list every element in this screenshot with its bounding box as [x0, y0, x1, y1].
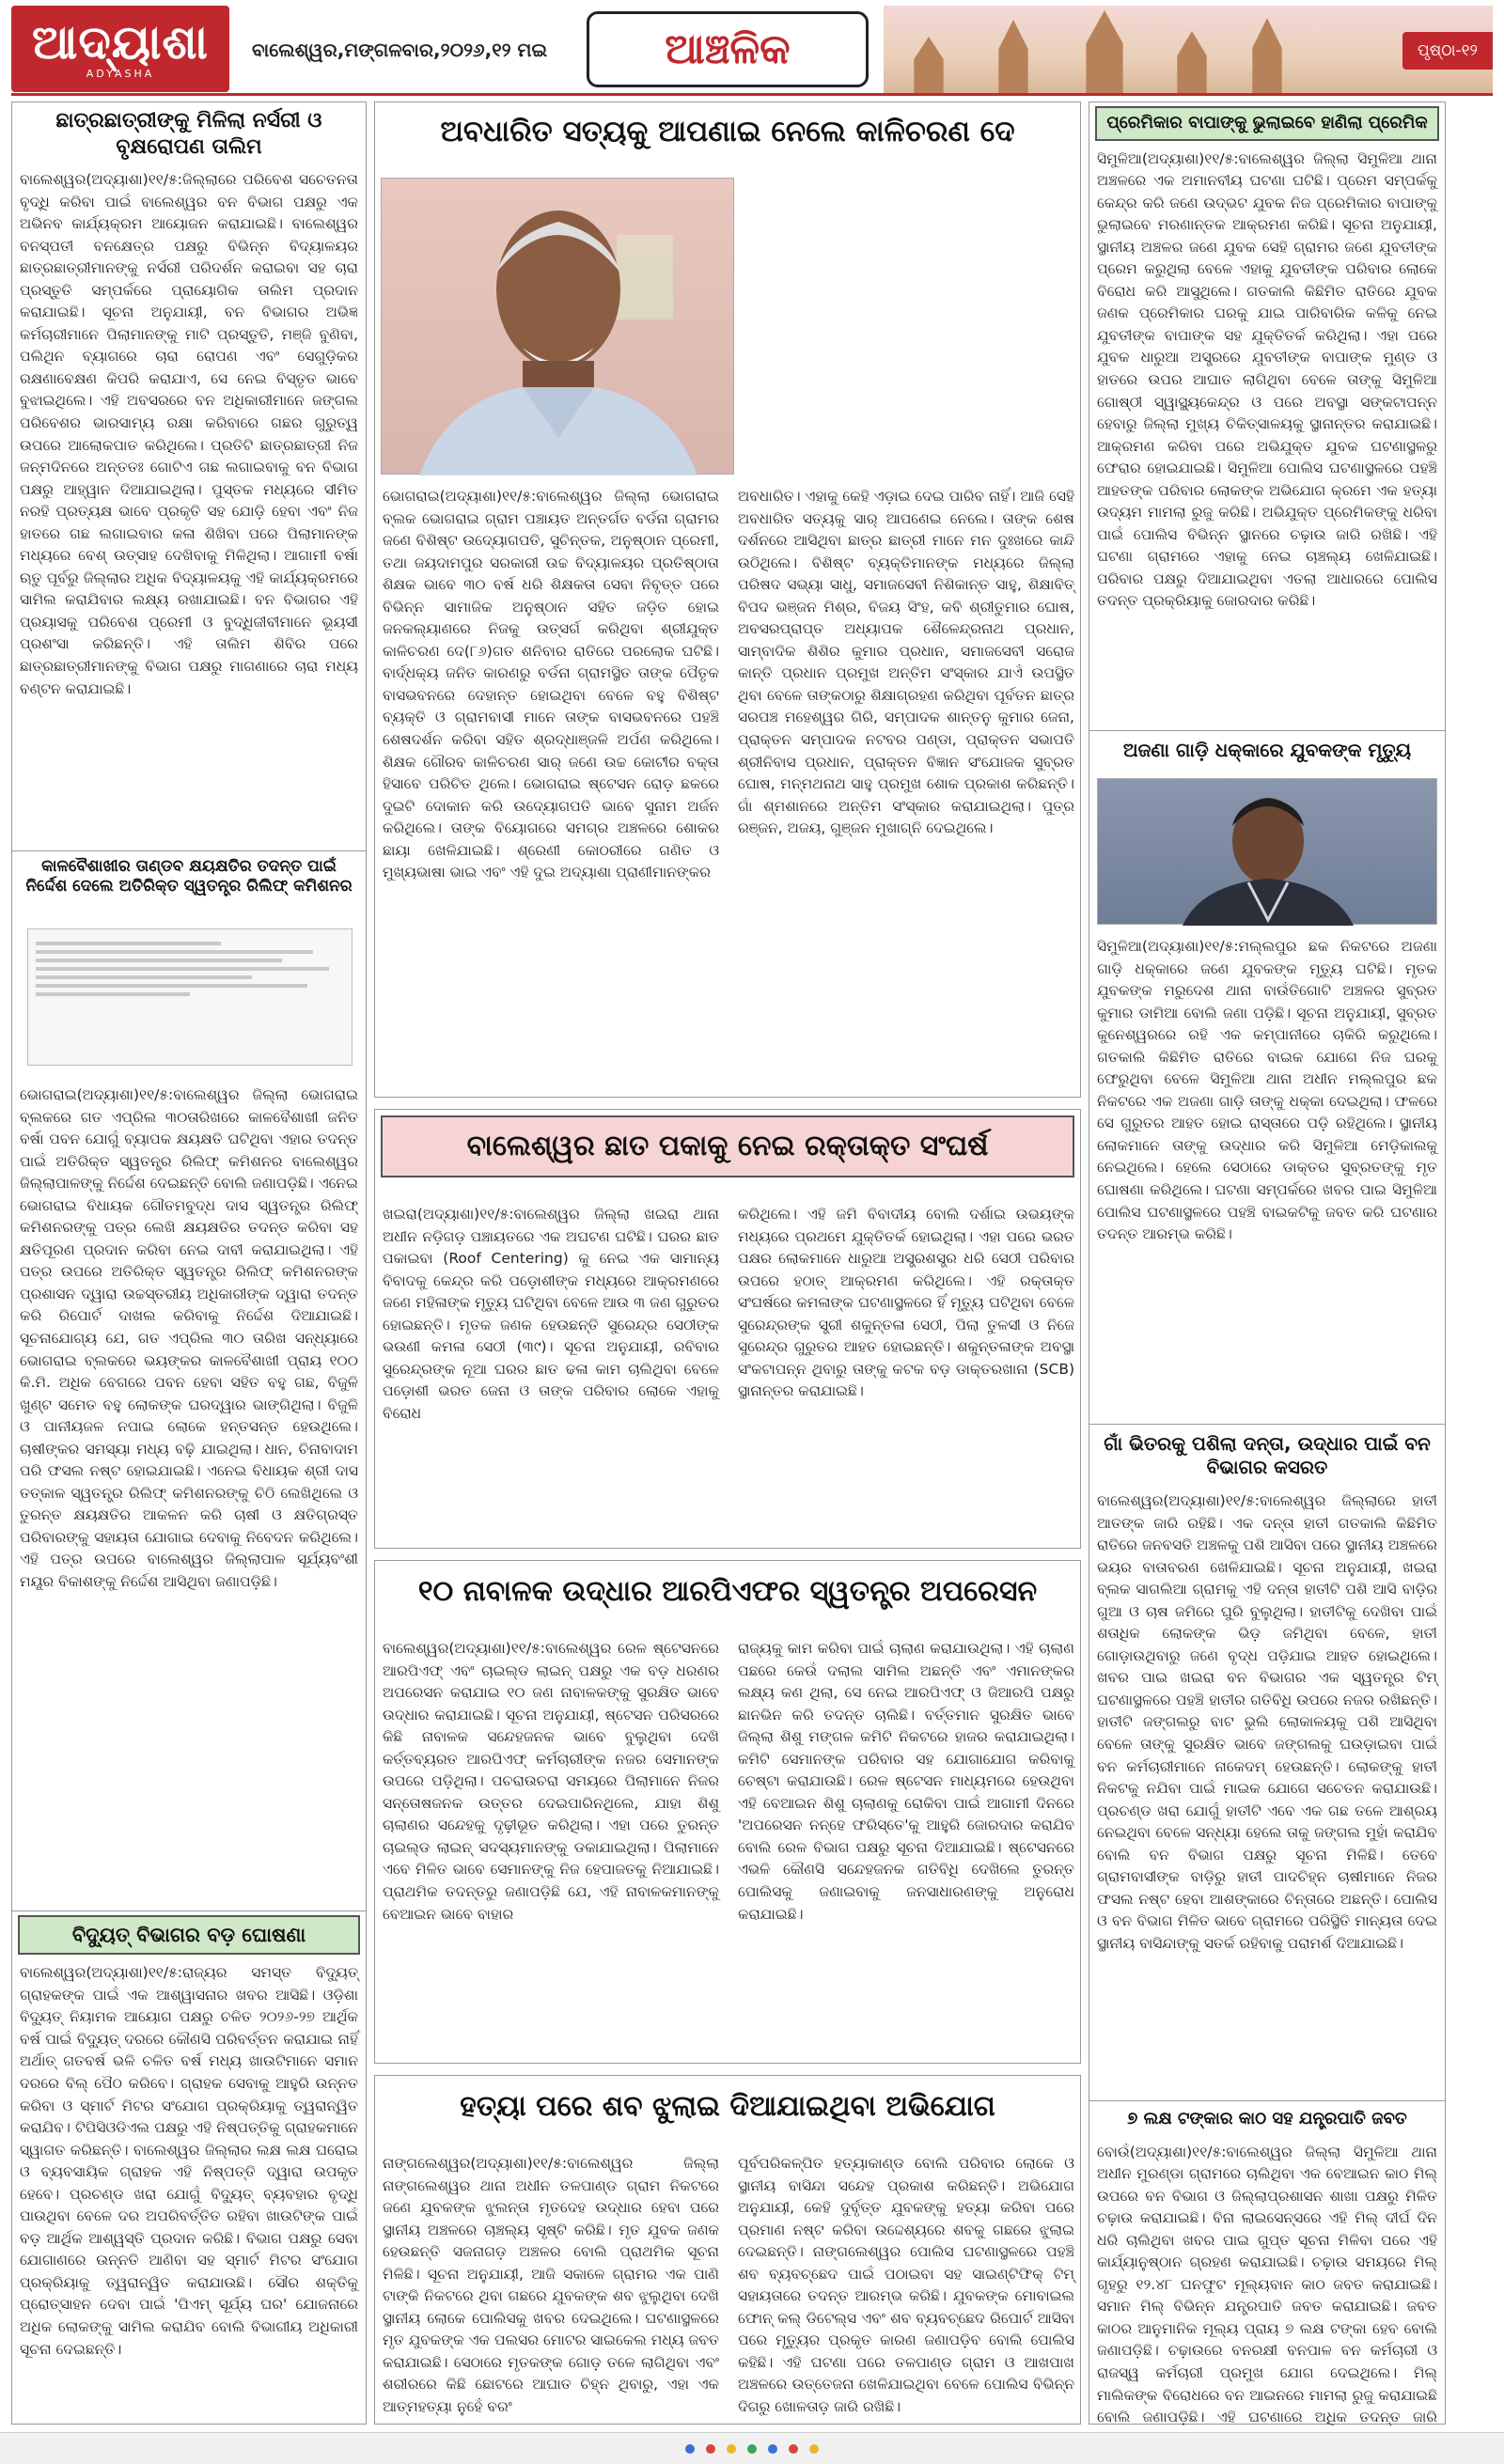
- color-dot-icon: [685, 2444, 695, 2454]
- color-dot-icon: [727, 2444, 736, 2454]
- story-road-accident: [1089, 730, 1445, 1416]
- story-body-col1: ବାଲେଶ୍ୱର(ଅଦ୍ୟାଶା)୧୧/୫:ବାଲେଶ୍ୱର ରେଳ ଷ୍ଟେସନରେ ଆରପିଏଫ୍ ଏବଂ ଚାଇଲ୍ଡ ଲାଇନ୍ ପକ୍ଷରୁ ଏକ ବଡ଼ ଧରଣର ଅପରେସନ କରାଯାଇ ୧୦ ଜଣ ନାବାଳକଙ୍କୁ ସୁରକ୍ଷିତ ଭାବେ ଉଦ୍ଧାର କରାଯାଇଛି। ସୂଚନା ଅନୁଯାୟୀ, ଷ୍ଟେସନ ପରିସରରେ କିଛି ନାବାଳକ ସନ୍ଦେହଜନକ ଭାବେ ବୁଲୁଥିବା ଦେଖି କର୍ତ୍ତବ୍ୟରତ ଆରପିଏଫ୍ କର୍ମଚାରୀଙ୍କ ନଜର ସେମାନଙ୍କ ଉପରେ ପଡ଼ିଥିଲା। ପଚରାଉଚରା ସମୟରେ ପିଲାମାନେ ନିଜର ସନ୍ତୋଷଜନକ ଉତ୍ତର ଦେଇପାରିନଥିଲେ, ଯାହା ଶିଶୁ ଚାଲାଣର ସନ୍ଦେହକୁ ଦୃଢ଼ୀଭୂତ କରିଥିଲା। ଏହା ପରେ ତୁରନ୍ତ ଚାଇଲ୍ଡ ଲାଇନ୍ ସଦସ୍ୟମାନଙ୍କୁ ଡକାଯାଇଥିଲା। ପିଲାମାନେ ଏବେ ମିଳିତ ଭାବେ ସେମାନଙ୍କୁ ନିଜ ହେପାଜତକୁ ନିଆଯାଇଛି। ପ୍ରାଥମିକ ତଦନ୍ତରୁ ଜଣାପଡ଼ିଛି ଯେ, ଏହି ନାବାଳକମାନଙ୍କୁ ବେଆଇନ ଭାବେ ବାହାର: [383, 1640, 719, 1923]
- story-body-col1: ଭୋଗରାଇ(ଅଦ୍ୟାଶା)୧୧/୫:ବାଲେଶ୍ୱର ଜିଲ୍ଲା ଭୋଗରାଇ ବ୍ଲକ ଭୋଗରାଇ ଗ୍ରାମ ପଞ୍ଚାୟତ ଅନ୍ତର୍ଗତ ବର୍ଡନା ଗ୍ରାମର ଜଣେ ବିଶିଷ୍ଟ ଉଦ୍ୟୋଗପତି, ସୁଚିନ୍ତକ, ଅନୁଷ୍ଠାନ ପ୍ରେମୀ, ତଥା ଜୟଦାମପୁର ସରକାରୀ ଉଚ୍ଚ ବିଦ୍ୟାଳୟର ପ୍ରତିଷ୍ଠାତା ଶିକ୍ଷକ ଭାବେ ୩୦ ବର୍ଷ ଧରି ଶିକ୍ଷକତା ସେବା ନିବୃତ୍ତ ପରେ ବିଭିନ୍ନ ସାମାଜିକ ଅନୁଷ୍ଠାନ ସହିତ ଜଡ଼ିତ ହୋଇ ଜନକଲ୍ୟାଣରେ ନିଜକୁ ଉତ୍ସର୍ଗ କରିଥିବା ଶ୍ରୀଯୁକ୍ତ କାଳିଚରଣ ଦେ(୮୬)ଗତ ଶନିବାର ରାତିରେ ପରଲୋକ ଘଟିଛି। ବାର୍ଦ୍ଧକ୍ୟ ଜନିତ କାରଣରୁ ବର୍ଡନା ଗ୍ରାମସ୍ଥିତ ତାଙ୍କ ପୈତୃକ ବାସଭବନରେ ଦେହାନ୍ତ ହୋଇଥିବା ବେଳେ ବହୁ ବିଶିଷ୍ଟ ବ୍ୟକ୍ତି ଓ ଗ୍ରାମବାସୀ ମାନେ ତାଙ୍କ ବାସଭବନରେ ପହଞ୍ଚି ଶେଷଦର୍ଶନ କରିବା ସହିତ ଶ୍ରଦ୍ଧାଞ୍ଜଳି ଅର୍ପଣ କରିଥିଲେ। ଶିକ୍ଷକ ଗୌରବ କାଳିଚରଣ ସାର୍ ଜଣେ ଉଚ୍ଚ କୋଟୀର ବକ୍ତା ହିସାବେ ପରିଚିତ ଥିଲେ। ଭୋଗରାଇ ଷ୍ଟେସନ ରୋଡ଼ ଛକରେ ଦୁଇଟି ଦୋକାନ କରି ଉଦ୍ୟୋଗପତି ଭାବେ ସୁନାମ ଅର୍ଜନ କରିଥିଲେ। ତାଙ୍କ ବିୟୋଗରେ ସମଗ୍ର ଅଞ୍ଚଳରେ ଶୋକର ଛାୟା ଖେଳିଯାଇଛି। ଶ୍ରେଣୀ କୋଠରୀରେ ଗଣିତ ଓ ମୁଖ୍ୟଭାଷା ଭାଇ ଏବଂ ଏହି ଦୁଇ ଅଦ୍ୟାଶା ପ୍ରାଣୀମାନଙ୍କର: [383, 488, 719, 881]
- victim-photo: [1097, 778, 1437, 925]
- story-headline: କାଳବୈଶାଖୀର ତାଣ୍ଡବ କ୍ଷୟକ୍ଷତିର ତଦନ୍ତ ପାଇଁ ନିର୍ଦ୍ଦେଶ ଦେଲେ ଅତିରିକ୍ତ ସ୍ୱତନ୍ତ୍ର ରିଲିଫ୍ କମିଶନର: [25, 857, 352, 897]
- left-column: [11, 101, 367, 2425]
- story-headline: ବିଦ୍ୟୁତ୍ ବିଭାଗର ବଡ଼ ଘୋଷଣା: [18, 1915, 360, 1955]
- story-headline: ଛାତ୍ରଛାତ୍ରୀଙ୍କୁ ମିଳିଲା ନର୍ସରୀ ଓ ବୃକ୍ଷରୋପଣ ତାଲିମ: [55, 109, 322, 159]
- logo-subtitle: ADYASHA: [86, 67, 155, 80]
- right-column: [1089, 101, 1446, 2425]
- story-headline: ୧୦ ନାବାଳକ ଉଦ୍ଧାର ଆରପିଏଫର ସ୍ୱତନ୍ତ୍ର ଅପରେସନ: [417, 1575, 1038, 1608]
- story-body-col2: କରିଥିଲେ। ଏହି ଜମି ବିବାଦୀୟ ବୋଲି ଦର୍ଶାଇ ଉଭୟଙ୍କ ମଧ୍ୟରେ ପ୍ରଥମେ ଯୁକ୍ତିତର୍କ ହୋଇଥିଲା। ଏହା ପରେ ଭରତ ପକ୍ଷର ଲୋକମାନେ ଧାରୁଆ ଅସ୍ତ୍ରଶସ୍ତ୍ର ଧରି ସେଠୀ ପରିବାର ଉପରେ ହଠାତ୍ ଆକ୍ରମଣ କରିଥିଲେ। ଏହି ରକ୍ତାକ୍ତ ସଂଘର୍ଷରେ କମଳାଙ୍କ ଘଟଣାସ୍ଥଳରେ ହିଁ ମୃତ୍ୟୁ ଘଟିଥିବା ବେଳେ ସୁରେନ୍ଦ୍ରଙ୍କ ସ୍ତ୍ରୀ ଶକୁନ୍ତଳା ସେଠୀ, ପିଲା ତୁଳସୀ ଓ ନିଜେ ସୁରେନ୍ଦ୍ର ଗୁରୁତର ଆହତ ହୋଇଛନ୍ତି। ଶକୁନ୍ତଳାଙ୍କ ଅବସ୍ଥା ସଂକଟାପନ୍ନ ଥିବାରୁ ତାଙ୍କୁ କଟକ ବଡ଼ ଡାକ୍ତରଖାନା (SCB) ସ୍ଥାନାନ୍ତର କରାଯାଇଛି।: [738, 1206, 1074, 1400]
- story-body: ବାଲେଶ୍ୱର(ଅଦ୍ୟାଶା)୧୧/୫:ଜିଲ୍ଲାରେ ପରିବେଶ ସଚେତନତା ବୃଦ୍ଧି କରିବା ପାଇଁ ବାଲେଶ୍ୱର ବନ ବିଭାଗ ପକ୍ଷରୁ ଏକ ଅଭିନବ କାର୍ଯ୍ୟକ୍ରମ ଆୟୋଜନ କରାଯାଇଛି। ବାଲେଶ୍ୱର ବନସ୍ପତୀ ବନକ୍ଷେତ୍ର ପକ୍ଷରୁ ବିଭିନ୍ନ ବିଦ୍ୟାଳୟର ଛାତ୍ରଛାତ୍ରୀମାନଙ୍କୁ ନର୍ସରୀ ପରିଦର୍ଶନ କରାଇବା ସହ ଚାରା ପ୍ରସ୍ତୁତି ସମ୍ପର୍କରେ ପ୍ରାୟୋଗିକ ତାଲିମ ପ୍ରଦାନ କରାଯାଇଛି। ସୂଚନା ଅନୁଯାୟୀ, ବନ ବିଭାଗର ଅଭିଜ୍ଞ କର୍ମଚାରୀମାନେ ପିଲାମାନଙ୍କୁ ମାଟି ପ୍ରସ୍ତୁତି, ମଞ୍ଜି ବୁଣିବା, ପଲିଥିନ ବ୍ୟାଗରେ ଚାରା ରୋପଣ ଏବଂ ସେଗୁଡ଼ିକର ରକ୍ଷଣାବେକ୍ଷଣ କିପରି କରାଯାଏ, ସେ ନେଇ ବିସ୍ତୃତ ଭାବେ ବୁଝାଇଥିଲେ। ଏହି ଅବସରରେ ବନ ଅଧିକାରୀମାନେ ଜଙ୍ଗଲ ପରିବେଶର ଭାରସାମ୍ୟ ରକ୍ଷା କରିବାରେ ଗଛର ଗୁରୁତ୍ୱ ଉପରେ ଆଲୋକପାତ କରିଥିଲେ। ପ୍ରତିଟି ଛାତ୍ରଛାତ୍ରୀ ନିଜ ଜନ୍ମଦିନରେ ଅନ୍ତତଃ ଗୋଟିଏ ଗଛ ଲଗାଇବାକୁ ବନ ବିଭାଗ ପକ୍ଷରୁ ଆହ୍ୱାନ ଦିଆଯାଇଥିଲା। ପୁସ୍ତକ ମଧ୍ୟରେ ସୀମିତ ନରହି ପ୍ରତ୍ୟକ୍ଷ ଭାବେ ପ୍ରକୃତି ସହ ଯୋଡ଼ି ହେବା ଏବଂ ନିଜ ହାତରେ ଗଛ ଲଗାଇବାର କଳା ଶିଖିବା ପରେ ପିଲାମାନଙ୍କ ମଧ୍ୟରେ ବେଶ୍ ଉତ୍ସାହ ଦେଖିବାକୁ ମିଳିଥିଲା। ଆଗାମୀ ବର୍ଷା ଋତୁ ପୂର୍ବରୁ ଜିଲ୍ଲାର ଅଧିକ ବିଦ୍ୟାଳୟକୁ ଏହି କାର୍ଯ୍ୟକ୍ରମରେ ସାମିଲ କରାଯିବାର ଲକ୍ଷ୍ୟ ରଖାଯାଇଛି। ବନ ବିଭାଗର ଏହି ପ୍ରୟାସକୁ ପରିବେଶ ପ୍ରେମୀ ଓ ବୁଦ୍ଧିଜୀବୀମାନେ ଭୂୟସୀ ପ୍ରଶଂସା କରିଛନ୍ତି। ଏହି ତାଲିମ ଶିବିର ପରେ ଛାତ୍ରଛାତ୍ରୀମାନଙ୍କୁ ବିଭାଗ ପକ୍ଷରୁ ମାଗଣାରେ ଚାରା ମଧ୍ୟ ବଣ୍ଟନ କରାଯାଇଛି।: [20, 171, 358, 697]
- color-dot-icon: [706, 2444, 715, 2454]
- masthead: [11, 6, 1493, 96]
- young-man-portrait: [1098, 779, 1438, 926]
- story-timber-seizure: [1089, 2100, 1445, 2424]
- temple-icon: [902, 37, 955, 93]
- newspaper-logo: [11, 6, 229, 92]
- story-body-col2: ରାଜ୍ୟକୁ କାମ କରିବା ପାଇଁ ଚାଲାଣ କରାଯାଉଥିଲା। ଏହି ଚାଲାଣ ପଛରେ କେଉଁ ଦଲାଲ ସାମିଲ ଅଛନ୍ତି ଏବଂ ଏମାନଙ୍କର ଲକ୍ଷ୍ୟ କଣ ଥିଲା, ସେ ନେଇ ଆରପିଏଫ୍ ଓ ଜିଆରପି ପକ୍ଷରୁ ଛାନଭିନ କରି ତଦନ୍ତ ଚାଲିଛି। ବର୍ତ୍ତମାନ ସୁରକ୍ଷିତ ଭାବେ ଜିଲ୍ଲା ଶିଶୁ ମଙ୍ଗଳ କମିଟି ନିକଟରେ ହାଜର କରାଯାଇଥିଲା। କମିଟି ସେମାନଙ୍କ ପରିବାର ସହ ଯୋଗାଯୋଗ କରିବାକୁ ଚେଷ୍ଟା କରାଯାଉଛି। ରେଳ ଷ୍ଟେସନ ମାଧ୍ୟମରେ ହେଉଥିବା ଏହି ବେଆଇନ ଶିଶୁ ଚାଲାଣକୁ ରୋକିବା ପାଇଁ ଆଗାମୀ ଦିନରେ 'ଅପରେସନ ନନ୍ହେ ଫରିସ୍ତେ'କୁ ଆହୁରି ଜୋରଦାର କରାଯିବ ବୋଲି ରେଳ ବିଭାଗ ପକ୍ଷରୁ ସୂଚନା ଦିଆଯାଇଛି। ଷ୍ଟେସନରେ ଏଭଳି କୌଣସି ସନ୍ଦେହଜନକ ଗତିବିଧି ଦେଖିଲେ ତୁରନ୍ତ ପୋଲିସକୁ ଜଣାଇବାକୁ ଜନସାଧାରଣଙ୍କୁ ଅନୁରୋଧ କରାଯାଇଛି।: [738, 1640, 1074, 1923]
- story-body: ଭୋଗରାଇ(ଅଦ୍ୟାଶା)୧୧/୫:ବାଲେଶ୍ୱର ଜିଲ୍ଲା ଭୋଗରାଇ ବ୍ଲକରେ ଗତ ଏପ୍ରିଲ ୩୦ତାରିଖରେ କାଳବୈଶାଖୀ ଜନିତ ବର୍ଷା ପବନ ଯୋଗୁଁ ବ୍ୟାପକ କ୍ଷୟକ୍ଷତି ଘଟିଥିବା ଏହାର ତଦନ୍ତ ପାଇଁ ଅତିରିକ୍ତ ସ୍ୱତନ୍ତ୍ର ରିଲିଫ୍ କମିଶନର ବାଲେଶ୍ୱର ଜିଲ୍ଲାପାଳଙ୍କୁ ନିର୍ଦ୍ଦେଶ ଦେଇଛନ୍ତି ବୋଲି ଜଣାପଡ଼ିଛି। ଏନେଇ ଭୋଗରାଇ ବିଧାୟକ ଗୌତମବୁଦ୍ଧ ଦାସ ସ୍ୱତନ୍ତ୍ର ରିଲିଫ୍ କମିଶନରଙ୍କୁ ପତ୍ର ଲେଖି କ୍ଷୟକ୍ଷତିର ତଦନ୍ତ କରିବା ସହ କ୍ଷତିପୂରଣ ପ୍ରଦାନ କରିବା ନେଇ ଦାବୀ କରାଯାଇଥିଲା। ଏହି ପତ୍ର ଉପରେ ଅତିରିକ୍ତ ସ୍ୱତନ୍ତ୍ର ରିଲିଫ୍ କମିଶନରଙ୍କ ପ୍ରଶାସନ ଦ୍ୱାରା ଉଚ୍ଚସ୍ତରୀୟ ଅଧିକାରୀଙ୍କ ଦ୍ୱାରା ତଦନ୍ତ କରି ରିପୋର୍ଟ ଦାଖଲ କରିବାକୁ ନିର୍ଦ୍ଦେଶ ଦିଆଯାଇଛି। ସୂଚନାଯୋଗ୍ୟ ଯେ, ଗତ ଏପ୍ରିଲ ୩୦ ତାରିଖ ସନ୍ଧ୍ୟାରେ ଭୋଗରାଇ ବ୍ଲକରେ ଭୟଙ୍କର କାଳବୈଶାଖୀ ପ୍ରାୟ ୧୦୦ କି.ମି. ଅଧିକ ବେଗରେ ପବନ ହେବା ସହିତ ବହୁ ଗଛ, ବିଜୁଳି ଖୁଣ୍ଟ ସମେତ ବହୁ ଲୋକଙ୍କ ଘରଦ୍ୱାର ଭାଙ୍ଗିଥିଲା। ବିଜୁଳି ଓ ପାନୀୟଜଳ ନପାଇ ଲୋକେ ହନ୍ତସନ୍ତ ହେଉଥିଲେ। ଚାଷୀଙ୍କର ସମସ୍ୟା ମଧ୍ୟ ବଢ଼ି ଯାଇଥିଲା। ଧାନ, ଚିନାବାଦାମ ପରି ଫସଲ ନଷ୍ଟ ହୋଇଯାଇଛି। ଏନେଇ ବିଧାୟକ ଶ୍ରୀ ଦାସ ତତ୍କାଳ ସ୍ୱତନ୍ତ୍ର ରିଲିଫ୍ କମିଶନରଙ୍କୁ ଚିଠି ଲେଖିଥିଲେ ଓ ତୁରନ୍ତ କ୍ଷୟକ୍ଷତିର ଆକଳନ କରି ଚାଷୀ ଓ କ୍ଷତିଗ୍ରସ୍ତ ପରିବାରଙ୍କୁ ସହାୟତା ଯୋଗାଇ ଦେବାକୁ ନିବେଦନ କରିଥିଲେ। ଏହି ପତ୍ର ଉପରେ ବାଲେଶ୍ୱର ଜିଲ୍ଲାପାଳ ସୂର୍ଯ୍ୟବଂଶୀ ମୟୂର ବିକାଶଙ୍କୁ ନିର୍ଦ୍ଦେଶ ଆସିଥିବା ଜଣାପଡ଼ିଛି।: [20, 1086, 358, 1591]
- story-body-col2: ପୂର୍ବପରିକଳ୍ପିତ ହତ୍ୟାକାଣ୍ଡ ବୋଲି ପରିବାର ଲୋକେ ଓ ସ୍ଥାନୀୟ ବାସିନ୍ଦା ସନ୍ଦେହ ପ୍ରକାଶ କରିଛନ୍ତି। ଅଭିଯୋଗ ଅନୁଯାୟୀ, କେହି ଦୁର୍ବୃତ୍ତ ଯୁବକଙ୍କୁ ହତ୍ୟା କରିବା ପରେ ପ୍ରମାଣ ନଷ୍ଟ କରିବା ଉଦ୍ଦେଶ୍ୟରେ ଶବକୁ ଗଛରେ ଝୁଲାଇ ଦେଇଛନ୍ତି। ନାଙ୍ଗଲେଶ୍ୱର ପୋଲିସ ଘଟଣାସ୍ଥଳରେ ପହଞ୍ଚି ଶବ ବ୍ୟବଚ୍ଛେଦ ପାଇଁ ପଠାଇବା ସହ ସାଇଣ୍ଟିଫିକ୍ ଟିମ୍ ସହାୟତାରେ ତଦନ୍ତ ଆରମ୍ଭ କରିଛି। ଯୁବକଙ୍କ ମୋବାଇଲ ଫୋନ୍ କଲ୍ ଡିଟେଲ୍ସ ଏବଂ ଶବ ବ୍ୟବଚ୍ଛେଦ ରିପୋର୍ଟ ଆସିବା ପରେ ମୃତ୍ୟୁର ପ୍ରକୃତ କାରଣ ଜଣାପଡ଼ିବ ବୋଲି ପୋଲିସ କହିଛି। ଏହି ଘଟଣା ପରେ ତଳପାଣ୍ଡ ଗ୍ରାମ ଓ ଆଖପାଖ ଅଞ୍ଚଳରେ ଉତ୍ତେଜନା ଖେଳିଯାଇଥିବା ବେଳେ ପୋଲିସ ବିଭିନ୍ନ ଦିଗରୁ ଖୋଳତାଡ଼ ଜାରି ରଖିଛି।: [738, 2155, 1074, 2416]
- story-storm-relief: [12, 850, 366, 1905]
- temple-icon: [1072, 10, 1137, 93]
- story-rpf-rescue: [374, 1560, 1081, 2064]
- story-headline: ହତ୍ୟା ପରେ ଶବ ଝୁଲାଇ ଦିଆଯାଇଥିବା ଅଭିଯୋଗ: [460, 2090, 995, 2123]
- story-body-hanging: [374, 2075, 1081, 2425]
- page-footer: [0, 2432, 1504, 2464]
- story-body-col1: ନାଙ୍ଗଲେଶ୍ୱର(ଅଦ୍ୟାଶା)୧୧/୫:ବାଲେଶ୍ୱର ଜିଲ୍ଲା ନାଙ୍ଗଲେଶ୍ୱର ଥାନା ଅଧୀନ ତଳପାଣ୍ଡ ଗ୍ରାମ ନିକଟରେ ଜଣେ ଯୁବକଙ୍କ ଝୁଲନ୍ତା ମୃତଦେହ ଉଦ୍ଧାର ହେବା ପରେ ସ୍ଥାନୀୟ ଅଞ୍ଚଳରେ ଚାଞ୍ଚଲ୍ୟ ସୃଷ୍ଟି କରିଛି। ମୃତ ଯୁବକ ଜଣକ ହେଉଛନ୍ତି ସଜନାଗଡ଼ ଅଞ୍ଚଳର ବୋଲି ପ୍ରାଥମିକ ସୂଚନା ମିଳିଛି। ସୂଚନା ଅନୁଯାୟୀ, ଆଜି ସକାଳେ ଗ୍ରାମର ଏକ ପାଣି ଟାଙ୍କି ନିକଟରେ ଥିବା ଗଛରେ ଯୁବକଙ୍କ ଶବ ଝୁଲୁଥିବା ଦେଖି ସ୍ଥାନୀୟ ଲୋକେ ପୋଲିସକୁ ଖବର ଦେଇଥିଲେ। ଘଟଣାସ୍ଥଳରେ ମୃତ ଯୁବକଙ୍କ ଏକ ପଲସର ମୋଟର ସାଇକେଲ ମଧ୍ୟ ଜବତ କରାଯାଇଛି। ସେଠାରେ ମୃତକଙ୍କ ଗୋଡ଼ ତଳେ ଲାଗିଥିବା ଏବଂ ଶରୀରରେ କିଛି ଛୋଟରେ ଆଘାତ ଚିହ୍ନ ଥିବାରୁ, ଏହା ଏକ ଆତ୍ମହତ୍ୟା ନୁହେଁ ବରଂ: [383, 2155, 719, 2416]
- temple-skyline-image: [884, 6, 1493, 93]
- story-body: ବାଲେଶ୍ୱର(ଅଦ୍ୟାଶା)୧୧/୫:ବାଲେଶ୍ୱର ଜିଲ୍ଲାରେ ହାତୀ ଆତଙ୍କ ଜାରି ରହିଛି। ଏକ ଦନ୍ତା ହାତୀ ଗତକାଲି କିଛିମିତ ରାତିରେ ଜନବସତି ଅଞ୍ଚଳକୁ ପଶି ଆସିବା ପରେ ସ୍ଥାନୀୟ ଅଞ୍ଚଳରେ ଭୟର ବାତାବରଣ ଖେଳିଯାଇଛି। ସୂଚନା ଅନୁଯାୟୀ, ଖଇରା ବ୍ଲକ ସାଗଲିଆ ଗ୍ରାମକୁ ଏହି ଦନ୍ତା ହାତୀଟି ପଶି ଆସି ବାଡ଼ିର ଗୁଆ ଓ ଚାଷ ଜମିରେ ଘୁରି ବୁଲୁଥିଲା। ହାତୀଟିକୁ ଦେଖିବା ପାଇଁ ଶତାଧିକ ଲୋକଙ୍କ ଭିଡ଼ ଜମିଥିବା ବେଳେ, ହାତୀ ଗୋଡ଼ାଉଥିବାରୁ ଜଣେ ବୃଦ୍ଧ ପଡ଼ିଯାଇ ଆହତ ହୋଇଥିଲେ। ଖବର ପାଇ ଖଇରା ବନ ବିଭାଗର ଏକ ସ୍ୱତନ୍ତ୍ର ଟିମ୍ ଘଟଣାସ୍ଥଳରେ ପହଞ୍ଚି ହାତୀର ଗତିବିଧି ଉପରେ ନଜର ରଖିଛନ୍ତି। ହାତୀଟି ଜଙ୍ଗଲରୁ ବାଟ ଭୁଲି ଲୋକାଳୟକୁ ପଶି ଆସିଥିବା ବେଳେ ତାଙ୍କୁ ସୁରକ୍ଷିତ ଭାବେ ଜଙ୍ଗଲକୁ ଘଉଡ଼ାଇବା ପାଇଁ ବନ କର୍ମଚାରୀମାନେ ନାକେଦମ୍ ହେଉଛନ୍ତି। ଲୋକଙ୍କୁ ହାତୀ ନିକଟକୁ ନଯିବା ପାଇଁ ମାଇକ ଯୋଗେ ସଚେତନ କରାଯାଉଛି। ପ୍ରଚଣ୍ଡ ଖରା ଯୋଗୁଁ ହାତୀଟି ଏବେ ଏକ ଗଛ ତଳେ ଆଶ୍ରୟ ନେଇଥିବା ବେଳେ ସନ୍ଧ୍ୟା ହେଲେ ତାକୁ ଜଙ୍ଗଲ ମୁହାଁ କରାଯିବ ବୋଲି ବନ ବିଭାଗ ପକ୍ଷରୁ ସୂଚନା ମିଳିଛି। ତେବେ ଗ୍ରାମବାସୀଙ୍କ ବାଡ଼ିରୁ ହାତୀ ପାଦଚିହ୍ନ ଚାଷୀମାନେ ନିଜର ଫସଲ ନଷ୍ଟ ହେବା ଆଶଙ୍କାରେ ଚିନ୍ତାରେ ଅଛନ୍ତି। ପୋଲିସ ଓ ବନ ବିଭାଗ ମିଳିତ ଭାବେ ଗ୍ରାମରେ ପରିସ୍ଥିତି ମାନ୍ୟତା ଦେଇ ସ୍ଥାନୀୟ ବାସିନ୍ଦାଙ୍କୁ ସତର୍କ ରହିବାକୁ ପରାମର୍ଶ ଦିଆଯାଇଛି।: [1097, 1492, 1437, 1952]
- letter-document-image: [27, 928, 352, 1066]
- dateline: ବାଲେଶ୍ୱର,ମଙ୍ଗଳବାର,୨୦୨୬,୧୨ ମଇ: [252, 38, 548, 61]
- logo-text: ଆଦ୍ୟାଶା: [31, 14, 210, 70]
- color-dot-icon: [809, 2444, 819, 2454]
- story-lover-attack: [1089, 102, 1445, 723]
- story-headline: ବାଲେଶ୍ୱର ଛାତ ପକାକୁ ନେଇ ରକ୍ତାକ୍ତ ସଂଘର୍ଷ: [381, 1115, 1074, 1177]
- story-roof-clash: [374, 1109, 1081, 1549]
- middle-column: [374, 101, 1081, 2425]
- story-elephant-village: [1089, 1424, 1445, 2093]
- story-body: ସିମୁଳିଆ(ଅଦ୍ୟାଶା)୧୧/୫:ବାଲେଶ୍ୱର ଜିଲ୍ଲା ସିମୁଳିଆ ଥାନା ଅଞ୍ଚଳରେ ଏକ ଅମାନବୀୟ ଘଟଣା ଘଟିଛି। ପ୍ରେମ ସମ୍ପର୍କକୁ କେନ୍ଦ୍ର କରି ଜଣେ ଉଦ୍ଭଟ ଯୁବକ ନିଜ ପ୍ରେମିକାର ବାପାଙ୍କୁ ଭୁଲାଇବେ ମରଣାନ୍ତକ ଆକ୍ରମଣ କରିଛି। ସୂଚନା ଅନୁଯାୟୀ, ସ୍ଥାନୀୟ ଅଞ୍ଚଳର ଜଣେ ଯୁବକ ସେହି ଗ୍ରାମର ଜଣେ ଯୁବତୀଙ୍କ ପ୍ରେମ କରୁଥିଲା ବେଳେ ଏହାକୁ ଯୁବତୀଙ୍କ ପରିବାର ଲୋକେ ବିରୋଧ କରି ଆସୁଥିଲେ। ଗତକାଲି କିଛିମିତ ରାତିରେ ଯୁବକ ଜଣକ ପ୍ରେମିକାର ଘରକୁ ଯାଇ ପାରିବାରିକ କଳିକୁ ନେଇ ଯୁବତୀଙ୍କ ବାପାଙ୍କ ସହ ଯୁକ୍ତିତର୍କ କରିଥିଲା। ଏହା ପରେ ଯୁବକ ଧାରୁଆ ଅସ୍ତ୍ରରେ ଯୁବତୀଙ୍କ ବାପାଙ୍କ ମୁଣ୍ଡ ଓ ହାତରେ ଉପର ଆଘାତ ଲାଗିଥିବା ବେଳେ ତାଙ୍କୁ ସିମୁଳିଆ ଗୋଷ୍ଠୀ ସ୍ୱାସ୍ଥ୍ୟକେନ୍ଦ୍ର ଓ ପରେ ଅବସ୍ଥା ସଙ୍କଟାପନ୍ନ ହେବାରୁ ଜିଲ୍ଲା ମୁଖ୍ୟ ଚିକିତ୍ସାଳୟକୁ ସ୍ଥାନାନ୍ତର କରାଯାଇଛି। ଆକ୍ରମଣ କରିବା ପରେ ଅଭିଯୁକ୍ତ ଯୁବକ ଘଟଣାସ୍ଥଳରୁ ଫେରାର ହୋଇଯାଇଛି। ସିମୁଳିଆ ପୋଲିସ ଘଟଣାସ୍ଥଳରେ ପହଞ୍ଚି ଆହତଙ୍କ ପରିବାର ଲୋକଙ୍କ ଅଭିଯୋଗ କ୍ରମେ ଏକ ହତ୍ୟା ଉଦ୍ୟମ ମାମଲା ରୁଜୁ କରିଛି। ଅଭିଯୁକ୍ତ ପ୍ରେମିକଙ୍କୁ ଧରିବା ପାଇଁ ପୋଲିସ ବିଭିନ୍ନ ସ୍ଥାନରେ ଚଢ଼ାଉ ଜାରି ରଖିଛି। ଏହି ଘଟଣା ଗ୍ରାମରେ ଏହାକୁ ନେଇ ଚାଞ୍ଚଲ୍ୟ ଖେଳିଯାଇଛି। ପରିବାର ପକ୍ଷରୁ ଦିଆଯାଇଥିବା ଏତଲା ଆଧାରରେ ପୋଲିସ ତଦନ୍ତ ପ୍ରକ୍ରିୟାକୁ ଜୋରଦାର କରିଛି।: [1097, 149, 1437, 610]
- story-nursery-training: [12, 102, 366, 845]
- story-body-col2: ଅବଧାରିତ। ଏହାକୁ କେହି ଏଡ଼ାଇ ଦେଇ ପାରିବ ନାହିଁ। ଆଜି ସେହି ଅବଧାରିତ ସତ୍ୟକୁ ସାର୍ ଆପଣେଇ ନେଲେ। ତାଙ୍କ ଶେଷ ଦର୍ଶନରେ ଆସିଥିବା ଛାତ୍ର ଛାତ୍ରୀ ମାନେ ମନ ଦୁଃଖରେ କାନ୍ଦି ଉଠିଥିଲେ। ବିଶିଷ୍ଟ ବ୍ୟକ୍ତିମାନଙ୍କ ମଧ୍ୟରେ ଜିଲ୍ଲା ପରିଷଦ ସଭ୍ୟା ସାଧୁ, ସମାଜସେବୀ ନିଶିକାନ୍ତ ସାହୁ, ଶିକ୍ଷାବିତ୍ ବିପଦ ଭଞ୍ଜନ ମିଶ୍ର, ବିଜୟ ସିଂହ, କବି ଶ୍ରୀତୁମାର ଘୋଷ, ଅବସରପ୍ରାପ୍ତ ଅଧ୍ୟାପକ ଶୈଳେନ୍ଦ୍ରନାଥ ପ୍ରଧାନ, ସାମ୍ବାଦିକ ଶିଶିର କୁମାର ପ୍ରଧାନ, ସମାଜସେବୀ ସରୋଜ କାନ୍ତି ପ୍ରଧାନ ପ୍ରମୁଖ ଅନ୍ତିମ ସଂସ୍କାର ଯାଏଁ ଉପସ୍ଥିତ ଥିବା ବେଳେ ତାଙ୍କଠାରୁ ଶିକ୍ଷାଗ୍ରହଣ କରିଥିବା ପୂର୍ବତନ ଛାତ୍ର ସରପଞ୍ଚ ମହେଶ୍ୱର ଗିରି, ସମ୍ପାଦକ ଶାନ୍ତନୁ କୁମାର ଜେନା, ପ୍ରାକ୍ତନ ସମ୍ପାଦକ ନଟବର ପଣ୍ଡା, ପ୍ରାକ୍ତନ ସଭାପତି ଶ୍ରୀନିବାସ ପ୍ରଧାନ, ପ୍ରାକ୍ତନ ବିଜ୍ଞାନ ସଂଯୋଜକ ସୁବ୍ରତ ଘୋଷ, ମନ୍ମଥନାଥ ସାହୁ ପ୍ରମୁଖ ଶୋକ ପ୍ରକାଶ କରିଛନ୍ତି। ଗାଁ ଶ୍ମଶାନରେ ଅନ୍ତିମ ସଂସ୍କାର କରାଯାଇଥିଲା। ପୁତ୍ର ରଞ୍ଜନ, ଅଜୟ, ଗୁଞ୍ଜନ ମୁଖାଗ୍ନି ଦେଇଥିଲେ।: [738, 488, 1074, 837]
- temple-icon: [1241, 18, 1293, 93]
- temple-icon: [1166, 31, 1218, 93]
- story-electricity-announcement: [12, 1910, 366, 2424]
- story-headline: ଅଜଣା ଗାଡ଼ି ଧକ୍କାରେ ଯୁବକଙ୍କ ମୃତ୍ୟୁ: [1122, 739, 1412, 761]
- elderly-man-portrait: [382, 179, 735, 476]
- story-body-col1: ଖଇରା(ଅଦ୍ୟାଶା)୧୧/୫:ବାଲେଶ୍ୱର ଜିଲ୍ଲା ଖଇରା ଥାନା ଅଧୀନ ନଡ଼ିଗଡ଼ ପଞ୍ଚାୟତରେ ଏକ ଅଘଟଣ ଘଟିଛି। ଘରର ଛାତ ପକାଇବା (Roof Centering) କୁ ନେଇ ଏକ ସାମାନ୍ୟ ବିବାଦକୁ କେନ୍ଦ୍ର କରି ପଡ଼ୋଶୀଙ୍କ ମଧ୍ୟରେ ଆକ୍ରମଣରେ ଜଣେ ମହିଳାଙ୍କ ମୃତ୍ୟୁ ଘଟିଥିବା ବେଳେ ଆଉ ୩ ଜଣ ଗୁରୁତର ହୋଇଛନ୍ତି। ମୃତକ ଜଣକ ହେଉଛନ୍ତି ସୁରେନ୍ଦ୍ର ସେଠୀଙ୍କ ଭଉଣୀ କମଳା ସେଠୀ (୩୯)। ସୂଚନା ଅନୁଯାୟୀ, ରବିବାର ସୁରେନ୍ଦ୍ରଙ୍କ ନୂଆ ଘରର ଛାତ ଢଳା କାମ ଚାଲିଥିବା ବେଳେ ପଡ଼ୋଶୀ ଭରତ ଜେନା ଓ ତାଙ୍କ ପରିବାର ଲୋକେ ଏହାକୁ ବିରୋଧ: [383, 1206, 719, 1422]
- temple-icon: [987, 20, 1040, 93]
- page-number: ପୃଷ୍ଠା-୧୨: [1402, 32, 1493, 70]
- portrait-photo: [381, 178, 734, 475]
- story-headline: ପ୍ରେମିକାର ବାପାଙ୍କୁ ଭୁଲାଇବେ ହାଣିଲା ପ୍ରେମିକ: [1095, 106, 1439, 141]
- story-body: ବୋଉଁ(ଅଦ୍ୟାଶା)୧୧/୫:ବାଲେଶ୍ୱର ଜିଲ୍ଲା ସିମୁଳିଆ ଥାନା ଅଧୀନ ମୁରଣ୍ଡା ଗ୍ରାମରେ ଚାଲିଥିବା ଏକ ବେଆଇନ କାଠ ମିଲ୍ ଉପରେ ବନ ବିଭାଗ ଓ ଜିଲ୍ଲାପ୍ରଶାସନ ଶାଖା ପକ୍ଷରୁ ମିଳିତ ଚଢ଼ାଉ କରାଯାଇଛି। ବିନା ଲାଇସେନ୍ସରେ ଏହି ମିଲ୍ ଦୀର୍ଘ ଦିନ ଧରି ଚାଲିଥିବା ଖବର ପାଇ ଗୁପ୍ତ ସୂଚନା ମିଳିବା ପରେ ଏହି କାର୍ଯ୍ୟାନୁଷ୍ଠାନ ଗ୍ରହଣ କରାଯାଇଛି। ଚଢ଼ାଉ ସମୟରେ ମିଲ୍ ଗୃହରୁ ୧୨.୪୮ ଘନଫୁଟ ମୂଲ୍ୟବାନ କାଠ ଜବତ କରାଯାଇଛି। ସମାନ ମିଲ୍ ବିଭିନ୍ନ ଯନ୍ତ୍ରପାତି ଜବତ କରାଯାଇଛି। ଜବତ କାଠର ଆନୁମାନିକ ମୂଲ୍ୟ ପ୍ରାୟ ୭ ଲକ୍ଷ ଟଙ୍କା ହେବ ବୋଲି ଜଣାପଡ଼ିଛି। ଚଢ଼ାଉରେ ବନରକ୍ଷୀ ବନପାଳ ବନ କର୍ମଚାରୀ ଓ ରାଜସ୍ୱ କର୍ମଚାରୀ ପ୍ରମୁଖ ଯୋଗ ଦେଇଥିଲେ। ମିଲ୍ ମାଲିକଙ୍କ ବିରୋଧରେ ବନ ଆଇନରେ ମାମଲା ରୁଜୁ କରାଯାଇଛି ବୋଲି ଜଣାପଡ଼ିଛି। ଏହି ଘଟଣାରେ ଅଧିକ ତଦନ୍ତ ଜାରି: [1097, 2143, 1437, 2426]
- story-headline: ଅବଧାରିତ ସତ୍ୟକୁ ଆପଣାଇ ନେଲେ କାଳିଚରଣ ଦେ: [440, 115, 1015, 148]
- story-body: ସିମୁଳିଆ(ଅଦ୍ୟାଶା)୧୧/୫:ମଲ୍ଲପୁର ଛକ ନିକଟରେ ଅଜଣା ଗାଡ଼ି ଧକ୍କାରେ ଜଣେ ଯୁବକଙ୍କ ମୃତ୍ୟୁ ଘଟିଛି। ମୃତକ ଯୁବକଙ୍କ ମରୁଦେଶ ଥାନା ବାଉଁତିଗୋଟି ଅଞ୍ଚଳର ସୁବ୍ରତ କୁମାର ଡାମିଆ ବୋଲି ଜଣା ପଡ଼ିଛି। ସୂଚନା ଅନୁଯାୟୀ, ସୁବ୍ରତ କୁନେଶ୍ୱରରେ ରହି ଏକ କମ୍ପାନୀରେ ଚାକିରି କରୁଥିଲେ। ଗତକାଲି କିଛିମିତ ରାତିରେ ବାଇକ ଯୋଗେ ନିଜ ଘରକୁ ଫେରୁଥିବା ବେଳେ ସିମୁଳିଆ ଥାନା ଅଧୀନ ମଲ୍ଲପୁର ଛକ ନିକଟରେ ଏକ ଅଜଣା ଗାଡ଼ି ତାଙ୍କୁ ଧକ୍କା ଦେଇଥିଲା। ଫଳରେ ସେ ଗୁରୁତର ଆହତ ହୋଇ ରାସ୍ତାରେ ପଡ଼ି ରହିଥିଲେ। ସ୍ଥାନୀୟ ଲୋକମାନେ ତାଙ୍କୁ ଉଦ୍ଧାର କରି ସିମୁଳିଆ ମେଡ଼ିକାଲକୁ ନେଇଥିଲେ। ହେଲେ ସେଠାରେ ଡାକ୍ତର ସୁବ୍ରତଙ୍କୁ ମୃତ ଘୋଷଣା କରିଥିଲେ। ଘଟଣା ସମ୍ପର୍କରେ ଖବର ପାଇ ସିମୁଳିଆ ପୋଲିସ ଘଟଣାସ୍ଥଳରେ ପହଞ୍ଚି ବାଇକଟିକୁ ଜବତ କରି ଘଟଣାର ତଦନ୍ତ ଆରମ୍ଭ କରିଛି।: [1097, 938, 1437, 1243]
- color-dot-icon: [789, 2444, 798, 2454]
- section-title: ଆଞ୍ଚଳିକ: [587, 11, 869, 87]
- story-obituary: [374, 101, 1081, 1098]
- color-dot-icon: [768, 2444, 777, 2454]
- story-body: ବାଲେଶ୍ୱର(ଅଦ୍ୟାଶା)୧୧/୫:ରାଜ୍ୟର ସମସ୍ତ ବିଦ୍ୟୁତ୍ ଗ୍ରାହକଙ୍କ ପାଇଁ ଏକ ଆଶ୍ୱାସନାର ଖବର ଆସିଛି। ଓଡ଼ିଶା ବିଦ୍ୟୁତ୍ ନିୟାମକ ଆୟୋଗ ପକ୍ଷରୁ ଚଳିତ ୨୦୨୬-୨୭ ଆର୍ଥିକ ବର୍ଷ ପାଇଁ ବିଦ୍ୟୁତ୍ ଦରରେ କୌଣସି ପରିବର୍ତ୍ତନ କରାଯାଇ ନାହିଁ ଅର୍ଥାତ୍ ଗତବର୍ଷ ଭଳି ଚଳିତ ବର୍ଷ ମଧ୍ୟ ଖାଉଟିମାନେ ସମାନ ଦରରେ ବିଲ୍ ପୈଠ କରିବେ। ଗ୍ରାହକ ସେବାକୁ ଆହୁରି ଉନ୍ନତ କରିବା ଓ ସ୍ମାର୍ଟ ମିଟର ସଂଯୋଗ ପ୍ରକ୍ରିୟାକୁ ତ୍ୱରାନ୍ୱିତ କରାଯିବ। ଟିପିସିଓଡିଏଲ ପକ୍ଷରୁ ଏହି ନିଷ୍ପତ୍ତିକୁ ଗ୍ରାହକମାନେ ସ୍ୱାଗତ କରିଛନ୍ତି। ବାଲେଶ୍ୱର ଜିଲ୍ଲାର ଲକ୍ଷ ଲକ୍ଷ ଘରୋଇ ଓ ବ୍ୟବସାୟିକ ଗ୍ରାହକ ଏହି ନିଷ୍ପତ୍ତି ଦ୍ୱାରା ଉପକୃତ ହେବେ। ପ୍ରଚଣ୍ଡ ଖରା ଯୋଗୁଁ ବିଦ୍ୟୁତ୍ ବ୍ୟବହାର ବୃଦ୍ଧି ପାଉଥିବା ବେଳେ ଦର ଅପରିବର୍ତ୍ତିତ ରହିବା ଖାଉଟିଙ୍କ ପାଇଁ ବଡ଼ ଆର୍ଥିକ ଆଶ୍ୱସ୍ତି ପ୍ରଦାନ କରିଛି। ବିଭାଗ ପକ୍ଷରୁ ସେବା ଯୋଗାଣରେ ଉନ୍ନତି ଆଣିବା ସହ ସ୍ମାର୍ଟ ମିଟର ସଂଯୋଗ ପ୍ରକ୍ରିୟାକୁ ତ୍ୱରାନ୍ୱିତ କରାଯାଉଛି। ସୌର ଶକ୍ତିକୁ ପ୍ରୋତ୍ସାହନ ଦେବା ପାଇଁ 'ପିଏମ୍ ସୂର୍ଯ୍ୟ ଘର' ଯୋଜନାରେ ଅଧିକ ଲୋକଙ୍କୁ ସାମିଲ କରାଯିବ ବୋଲି ବିଭାଗୀୟ ଅଧିକାରୀ ସୂଚନା ଦେଇଛନ୍ତି।: [20, 1964, 358, 2358]
- story-headline: ୭ ଲକ୍ଷ ଟଙ୍କାର କାଠ ସହ ଯନ୍ତ୍ରପାତି ଜବତ: [1127, 2109, 1407, 2129]
- story-headline: ଗାଁ ଭିତରକୁ ପଶିଲା ଦନ୍ତା, ଉଦ୍ଧାର ପାଇଁ ବନ ବିଭାଗର କସରତ: [1104, 1432, 1431, 1478]
- color-dot-icon: [747, 2444, 757, 2454]
